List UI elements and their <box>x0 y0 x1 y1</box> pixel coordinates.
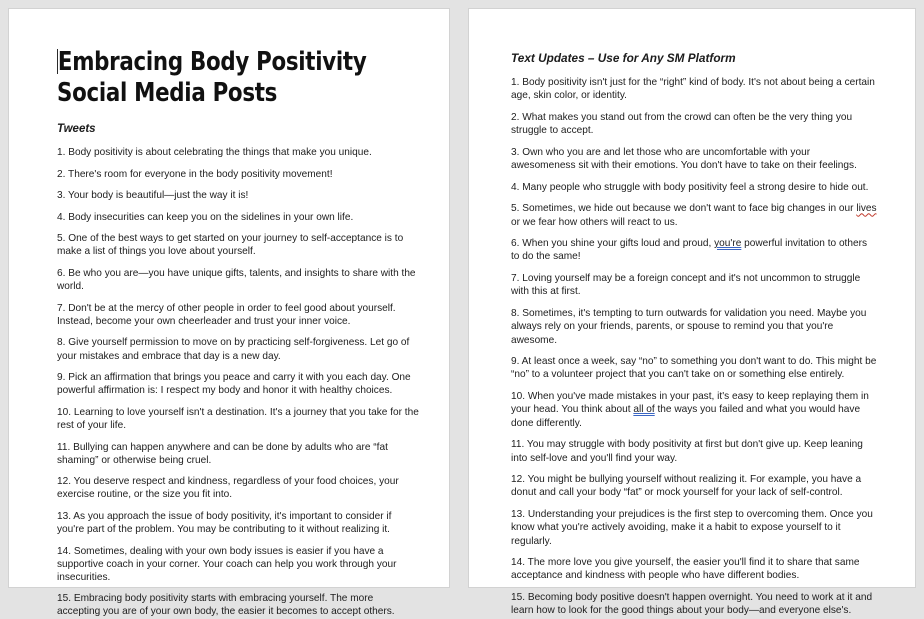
list-item: 7. Don't be at the mercy of other people in order to feel good about yourself. Instead, become your own cheerleader and trust your inner voice. <box>57 302 396 327</box>
text-updates-list <box>511 76 877 618</box>
list-item: 8. Give yourself permission to move on by practicing self-forgiveness. Let go of your mistakes and embrace that day is a new day. <box>57 337 410 362</box>
list-item: 12. You deserve respect and kindness, regardless of your food choices, your exercise routine, or the size you fit into. <box>57 476 399 501</box>
list-item: 10. Learning to love yourself isn't a destination. It's a journey that you take for the rest of your life. <box>57 406 419 431</box>
page-title-text: Embracing Body Positivity Social Media Posts <box>57 47 367 108</box>
list-item: 10. When you've made mistakes in your past, it's easy to keep replaying them in your head. You think about all of the ways you failed and what you would have done differently. <box>511 391 869 429</box>
section-heading-tweets: Tweets <box>57 123 96 135</box>
list-item: 6. When you shine your gifts loud and proud, you're powerful invitation to others to do the same! <box>511 238 867 263</box>
section-heading-text-updates: Text Updates – Use for Any SM Platform <box>511 51 736 65</box>
list-item: 9. At least once a week, say “no” to something you don't want to do. This might be “no” to a volunteer project that you can't take on or something else entirely. <box>511 356 877 381</box>
list-item: 1. Body positivity is about celebrating the things that make you unique. <box>57 147 372 158</box>
list-item: 3. Your body is beautiful—just the way it is! <box>57 190 249 202</box>
page-2-content <box>469 9 915 618</box>
list-item: 14. The more love you give yourself, the easier you'll find it to share that same acceptance and kindness with people who have different bodies. <box>511 557 860 582</box>
list-item: 4. Body insecurities can keep you on the sidelines in your own life. <box>57 211 354 223</box>
list-item: 2. There's room for everyone in the body positivity movement! <box>57 168 333 180</box>
list-item: 4. Many people who struggle with body positivity feel a strong desire to hide out. <box>511 181 869 193</box>
page-title[interactable] <box>57 47 394 109</box>
list-item: 5. One of the best ways to get started on your journey to self-acceptance is to make a list of things you love about yourself. <box>57 233 404 258</box>
list-item: 13. Understanding your prejudices is the first step to overcoming them. Once you know what you're actively avoiding, make it a habit to expose yourself to it regularly. <box>511 508 873 547</box>
tweets-list <box>57 146 419 619</box>
document-page-1[interactable] <box>8 8 450 618</box>
page-1-content <box>9 9 449 619</box>
list-item: 15. Becoming body positive doesn't happen overnight. You need to work at it and learn how to look for the good things about your body—and everyone else's. <box>511 592 873 617</box>
list-item: 1. Body positivity isn't just for the “right” kind of body. It's not about being a certain age, skin color, or identity. <box>511 77 875 102</box>
document-page-2[interactable] <box>468 8 916 617</box>
list-item: 8. Sometimes, it's tempting to turn outwards for validation you need. Maybe you always rely on your friends, parents, or spouse to remind you that you're awesome. <box>511 307 867 346</box>
list-item: 3. Own who you are and let those who are uncomfortable with your awesomeness sit with their emotions. You don't have to take on their feelings. <box>511 146 857 172</box>
list-item: 13. As you approach the issue of body positivity, it's important to consider if you're part of the problem. You may be contributing to it without realizing it. <box>57 510 392 535</box>
list-item: 9. Pick an affirmation that brings you peace and carry it with you each day. One powerful affirmation is: I respect my body and honor it with healthy choices. <box>57 372 411 397</box>
grammar-check-mark[interactable]: you're <box>714 238 742 250</box>
grammar-check-mark[interactable]: all of <box>633 404 655 416</box>
list-item: 11. Bullying can happen anywhere and can be done by adults who are “fat shaming” or otherwise being cruel. <box>57 441 388 466</box>
list-item: 14. Sometimes, dealing with your own body issues is easier if you have a supportive coach in your corner. Your coach can help you work through your insecurities. <box>57 545 397 583</box>
spell-check-mark[interactable]: lives <box>856 203 877 215</box>
list-item: 12. You might be bullying yourself without realizing it. For example, you have a donut and call your body “fat” or mock yourself for your lack of self-control. <box>511 474 862 499</box>
list-item: 7. Loving yourself may be a foreign concept and it's not uncommon to struggle with this at first. <box>511 273 861 298</box>
list-item: 2. What makes you stand out from the crowd can often be the very thing you struggle to accept. <box>511 111 853 137</box>
list-item: 15. Embracing body positivity starts with embracing yourself. The more accepting you are of your own body, the easier it becomes to accept others. <box>57 593 395 618</box>
list-item: 6. Be who you are—you have unique gifts, talents, and insights to share with the world. <box>57 268 416 293</box>
list-item: 11. You may struggle with body positivity at first but don't give up. Keep leaning into self-love and you'll find your way. <box>511 439 863 464</box>
list-item: 5. Sometimes, we hide out because we don't want to face big changes in our lives or we fear how others will react to us. <box>511 203 877 228</box>
